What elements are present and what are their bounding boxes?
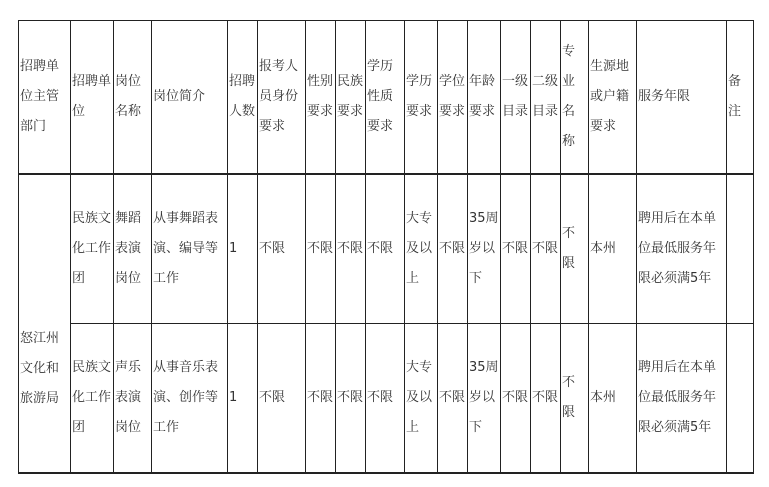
service-cell: 聘用后在本单位最低服务年限必须满5年	[637, 174, 727, 324]
recruitment-table	[18, 20, 754, 474]
degree-cell: 不限	[438, 324, 468, 473]
education-cell: 大专及以上	[405, 174, 438, 324]
note-cell	[727, 174, 754, 324]
edu-type-cell: 不限	[366, 324, 405, 473]
identity-cell: 不限	[258, 324, 306, 473]
header-cell-intro: 岗位简介	[152, 21, 228, 174]
header-cell-major: 专业名称	[561, 21, 589, 174]
cat2-cell: 不限	[531, 324, 561, 473]
count-cell: 1	[228, 324, 258, 473]
gender-cell: 不限	[306, 324, 336, 473]
header-row	[19, 21, 754, 174]
table-row	[19, 324, 754, 473]
dept-cell: 怒江州文化和旅游局	[19, 174, 71, 473]
gender-cell: 不限	[306, 174, 336, 324]
header-cell-cat1: 一级目录	[501, 21, 531, 174]
origin-cell: 本州	[589, 174, 637, 324]
age-cell: 35周岁以下	[468, 174, 501, 324]
position-cell: 舞蹈表演岗位	[114, 174, 152, 324]
count-cell: 1	[228, 174, 258, 324]
age-cell: 35周岁以下	[468, 324, 501, 473]
header-cell-identity: 报考人员身份要求	[258, 21, 306, 174]
header-cell-cat2: 二级目录	[531, 21, 561, 174]
unit-cell: 民族文化工作团	[71, 324, 114, 473]
position-cell: 声乐表演岗位	[114, 324, 152, 473]
header-cell-count: 招聘人数	[228, 21, 258, 174]
header-cell-edu-type: 学历性质要求	[366, 21, 405, 174]
origin-cell: 本州	[589, 324, 637, 473]
major-cell: 不限	[561, 174, 589, 324]
header-cell-note: 备注	[727, 21, 754, 174]
unit-cell: 民族文化工作团	[71, 174, 114, 324]
header-cell-education: 学历要求	[405, 21, 438, 174]
header-cell-service: 服务年限	[637, 21, 727, 174]
note-cell	[727, 324, 754, 473]
header-cell-dept: 招聘单位主管部门	[19, 21, 71, 174]
header-cell-origin: 生源地或户籍要求	[589, 21, 637, 174]
header-cell-unit: 招聘单位	[71, 21, 114, 174]
degree-cell: 不限	[438, 174, 468, 324]
cat1-cell: 不限	[501, 174, 531, 324]
ethnicity-cell: 不限	[336, 174, 366, 324]
table-row	[19, 174, 754, 324]
major-cell: 不限	[561, 324, 589, 473]
cat2-cell: 不限	[531, 174, 561, 324]
intro-cell: 从事音乐表演、创作等工作	[152, 324, 228, 473]
identity-cell: 不限	[258, 174, 306, 324]
intro-cell: 从事舞蹈表演、编导等工作	[152, 174, 228, 324]
header-cell-gender: 性别要求	[306, 21, 336, 174]
edu-type-cell: 不限	[366, 174, 405, 324]
education-cell: 大专及以上	[405, 324, 438, 473]
service-cell: 聘用后在本单位最低服务年限必须满5年	[637, 324, 727, 473]
header-cell-age: 年龄要求	[468, 21, 501, 174]
header-cell-position: 岗位名称	[114, 21, 152, 174]
header-cell-degree: 学位要求	[438, 21, 468, 174]
ethnicity-cell: 不限	[336, 324, 366, 473]
cat1-cell: 不限	[501, 324, 531, 473]
header-cell-ethnicity: 民族要求	[336, 21, 366, 174]
